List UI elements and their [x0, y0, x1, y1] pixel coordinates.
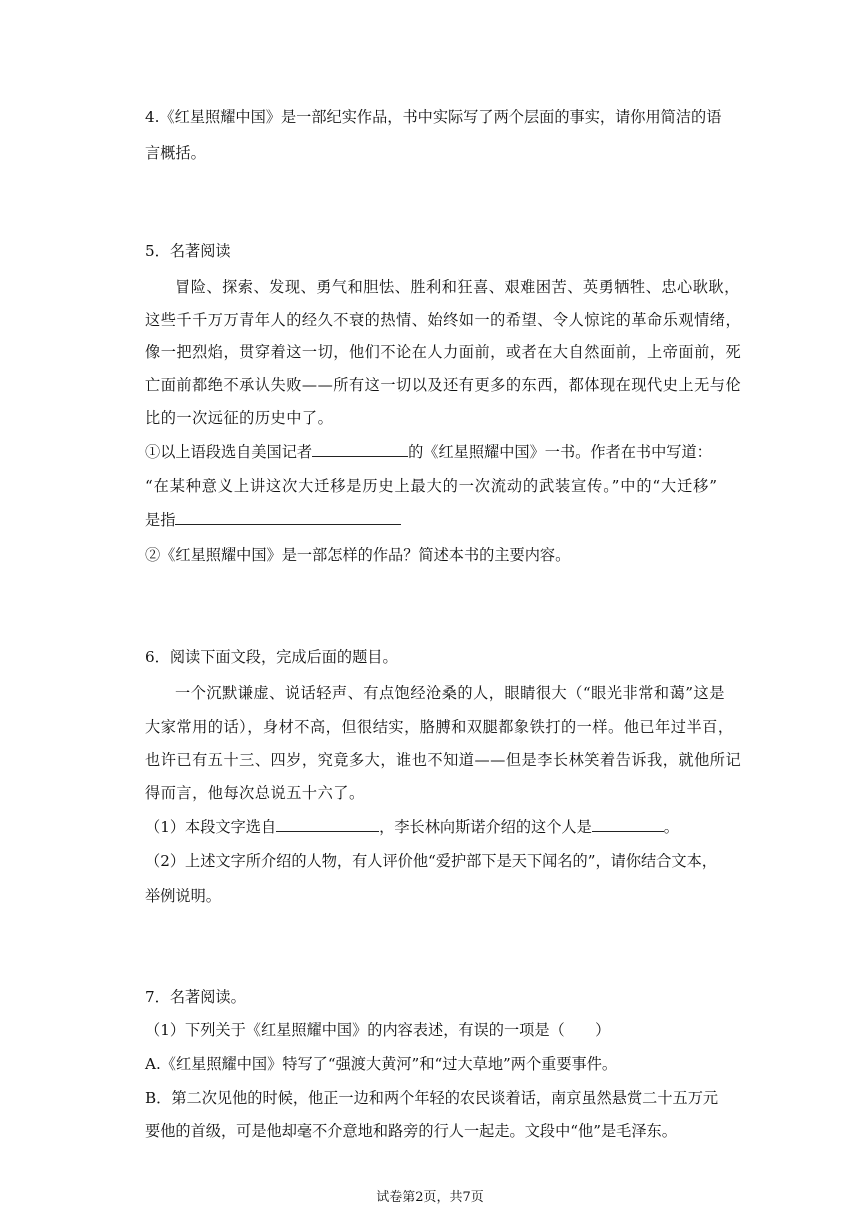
q6-answer-blank-person[interactable]	[592, 817, 664, 832]
q5-sub1-text-c: 是指	[145, 511, 176, 529]
q5-answer-blank-migration[interactable]	[175, 510, 401, 525]
q6-passage-line-2: 大家常用的话），身材不高，但很结实，胳膊和双腿都象铁打的一样。他已年过半百，	[145, 718, 734, 736]
q6-sub2-line-1: （2）上述文字所介绍的人物，有人评价他“爱护部下是天下闻名的”，请你结合文本，	[145, 852, 717, 870]
q5-sub1-text-a: ①以上语段选自美国记者	[145, 443, 313, 461]
q7-title: 7．名著阅读。	[145, 988, 246, 1006]
q6-sub1-text-c: 。	[663, 818, 679, 836]
q5-passage-line-5: 比的一次远征的历史中了。	[145, 409, 334, 427]
page-footer: 试卷第2页，共7页	[376, 1190, 484, 1205]
q6-answer-blank-source[interactable]	[276, 817, 379, 832]
q5-sub1-line-3	[145, 510, 717, 530]
q6-passage-line-3: 也许已有五十三、四岁，究竟多大，谁也不知道——但是李长林笑着告诉我，就他所记	[145, 751, 742, 769]
q6-passage-line-1: 一个沉默谦虚、说话轻声、有点饱经沧桑的人，眼睛很大（“眼光非常和蔼”这是	[175, 684, 725, 702]
q6-sub1	[145, 817, 717, 837]
q5-sub2: ②《红星照耀中国》是一部怎样的作品？简述本书的主要内容。	[145, 546, 571, 564]
q5-passage-line-3: 像一把烈焰，贯穿着这一切，他们不论在人力面前，或者在大自然面前，上帝面前，死	[145, 343, 742, 361]
q5-sub1-text-b: 的《红星照耀中国》一书。作者在书中写道：	[408, 443, 712, 461]
q6-sub2-line-2: 举例说明。	[145, 887, 221, 905]
q5-passage-line-4: 亡面前都绝不承认失败——所有这一切以及还有更多的东西，都体现在现代史上无与伦	[145, 376, 742, 394]
q6-sub1-text-a: （1）本段文字选自	[145, 818, 277, 836]
q5-title: 5．名著阅读	[145, 242, 231, 260]
q5-sub1-line-2: “在某种意义上讲这次大迁移是历史上最大的一次流动的武装宣传。”中的“大迁移”	[145, 477, 717, 495]
q6-title: 6．阅读下面文段，完成后面的题目。	[145, 648, 398, 666]
q6-passage-line-4: 得而言，他每次总说五十六了。	[145, 784, 365, 802]
q7-option-a: A.《红星照耀中国》特写了“强渡大黄河”和“过大草地”两个重要事件。	[145, 1055, 618, 1073]
q5-answer-blank-author[interactable]	[312, 442, 408, 457]
q5-passage-line-2: 这些千千万万青年人的经久不衰的热情、始终如一的希望、令人惊诧的革命乐观情绪，	[145, 311, 742, 329]
q7-option-b-line-2: 要他的首级，可是他却毫不介意地和路旁的行人一起走。文段中“他”是毛泽东。	[145, 1122, 677, 1140]
q7-option-b-line-1: B．第二次见他的时候，他正一边和两个年轻的农民谈着话，南京虽然悬赏二十五万元	[145, 1089, 719, 1107]
q7-sub1: （1）下列关于《红星照耀中国》的内容表述，有误的一项是（ ）	[145, 1021, 611, 1039]
q5-sub1-line-1	[145, 442, 717, 462]
q5-passage-line-1: 冒险、探索、发现、勇气和胆怯、胜利和狂喜、艰难困苦、英勇牺牲、忠心耿耿，	[175, 278, 740, 296]
q4-line-2: 言概括。	[145, 144, 206, 162]
q4-line-1: 4.《红星照耀中国》是一部纪实作品，书中实际写了两个层面的事实，请你用简洁的语	[145, 108, 722, 126]
q6-sub1-text-b: ，李长林向斯诺介绍的这个人是	[379, 818, 592, 836]
